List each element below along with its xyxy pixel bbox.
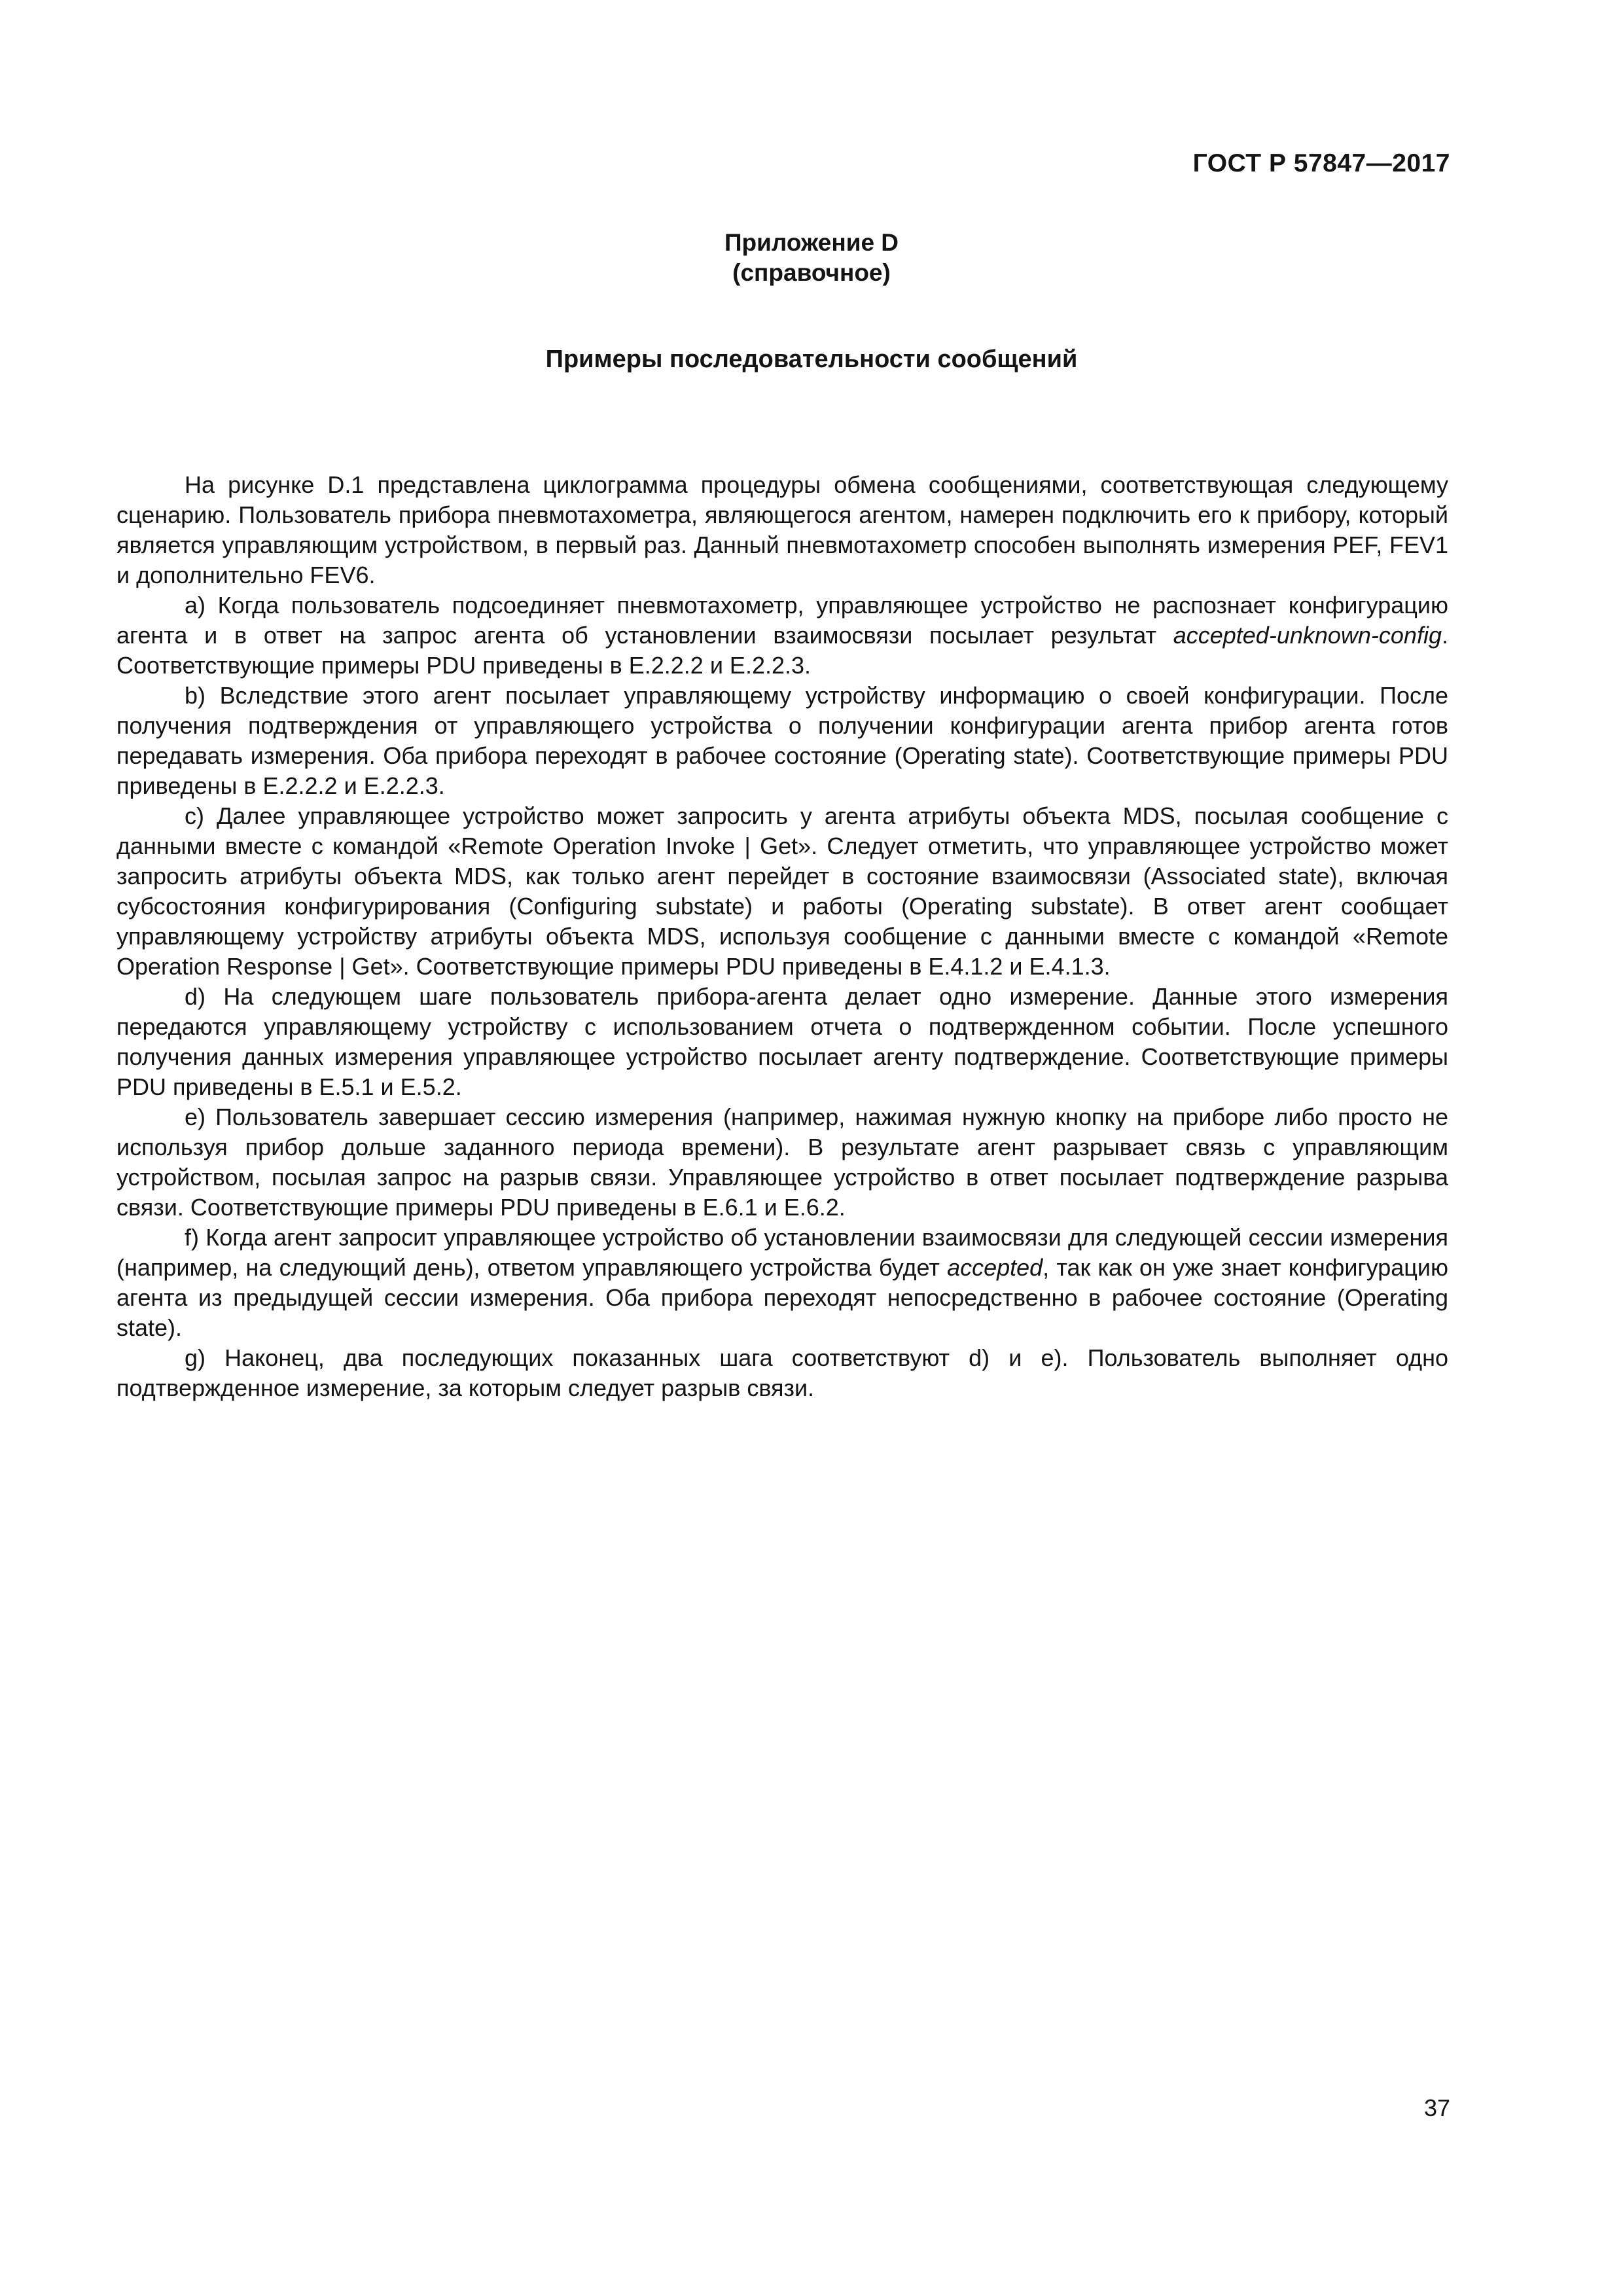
paragraph-b: b) Вследствие этого агент посылает управляющему устройству информацию о своей конфигурации. После получения подтверждения от управляющего устройства о получении конфигурации агента прибор агента готов передавать измерения. Оба прибора переходят в рабочее состояние (Operating state). Соответствующие примеры PDU приведены в Е.2.2.2 и Е.2.2.3.: [116, 682, 1448, 799]
paragraph-a-term: accepted-unknown-config: [1173, 622, 1442, 649]
paragraph-a-text-1: а) Когда пользователь подсоединяет пневмотахометр, управляющее устройство не распознает конфигурацию агента и в ответ на запрос агента об установлении взаимосвязи посылает результат: [116, 592, 1448, 649]
paragraph-e: е) Пользователь завершает сессию измерения (например, нажимая нужную кнопку на приборе либо просто не используя прибор дольше заданного периода времени). В результате агент разрывает связь с управляющим устройством, посылая запрос на разрыв связи. Управляющее устройство в ответ посылает подтверждение разрыва связи. Соответствующие примеры PDU приведены в Е.6.1 и Е.6.2.: [116, 1103, 1448, 1221]
page-number: 37: [1423, 2094, 1450, 2121]
document-code: ГОСТ Р 57847—2017: [1192, 149, 1450, 177]
appendix-label: Приложение D: [724, 229, 899, 256]
paragraph-d: d) На следующем шаге пользователь прибора-агента делает одно измерение. Данные этого измерения передаются управляющему устройству с использованием отчета о подтвержденном событии. После успешного получения данных измерения управляющее устройство посылает агенту подтверждение. Соответствующие примеры PDU приведены в Е.5.1 и Е.5.2.: [116, 983, 1448, 1100]
appendix-heading: [0, 228, 1623, 288]
paragraph-a: [116, 590, 1448, 681]
paragraph-f-text-1: f) Когда агент запросит управляющее устройство об установлении взаимосвязи для следующей сессии измерения (например, на следующий день), ответом управляющего устройства будет: [116, 1224, 1448, 1281]
appendix-type: (справочное): [732, 259, 891, 286]
paragraph-a-text-2: . Соответствующие примеры PDU приведены в Е.2.2.2 и Е.2.2.3.: [116, 622, 1448, 679]
paragraph-f-term: accepted: [947, 1254, 1043, 1281]
paragraph-intro: На рисунке D.1 представлена циклограмма процедуры обмена сообщениями, соответствующая следующему сценарию. Пользователь прибора пневмотахометра, являющегося агентом, намерен подключить его к прибору, который является управляющим устройством, в первый раз. Данный пневмотахометр способен выполнять измерения PEF, FEV1 и дополнительно FEV6.: [116, 471, 1448, 588]
body-text: [116, 470, 1448, 1403]
section-title: Примеры последовательности сообщений: [545, 346, 1078, 373]
paragraph-f: [116, 1223, 1448, 1343]
paragraph-c: с) Далее управляющее устройство может запросить у агента атрибуты объекта MDS, посылая сообщение с данными вместе с командой «Remote Operation Invoke | Get». Следует отметить, что управляющее устройство может запросить атрибуты объекта MDS, как только агент перейдет в состояние взаимосвязи (Associated state), включая субсостояния конфигурирования (Configuring substate) и работы (Operating substate). В ответ агент сообщает управляющему устройству атрибуты объекта MDS, используя сообщение с данными вместе с командой «Remote Operation Response | Get». Соответствующие примеры PDU приведены в Е.4.1.2 и Е.4.1.3.: [116, 802, 1448, 980]
paragraph-g: g) Наконец, два последующих показанных шага соответствуют d) и е). Пользователь выполняет одно подтвержденное измерение, за которым следует разрыв связи.: [116, 1344, 1448, 1401]
paragraph-f-text-2: , так как он уже знает конфигурацию агента из предыдущей сессии измерения. Оба прибора переходят непосредственно в рабочее состояние (Operating state).: [116, 1254, 1448, 1341]
